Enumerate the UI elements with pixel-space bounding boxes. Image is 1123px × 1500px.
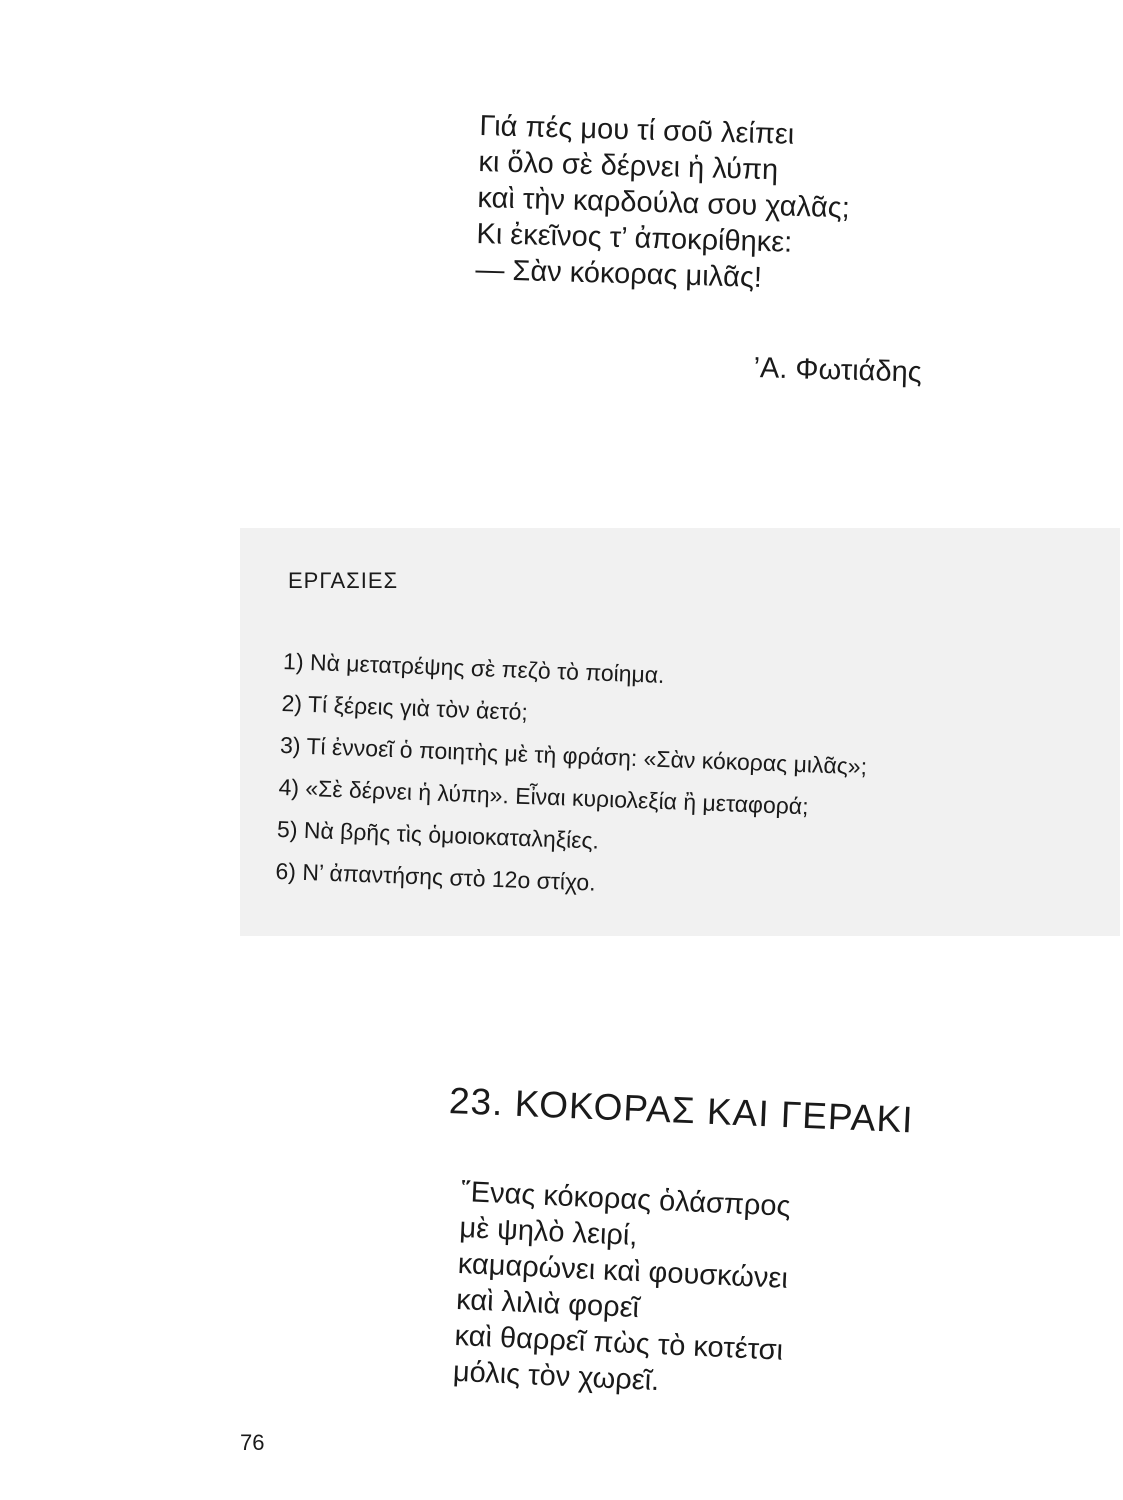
poem-line: ῞Ενας κόκορας ὁλάσπρος [460, 1175, 792, 1223]
poem-line: Γιά πές μου τί σοῦ λείπει [479, 109, 795, 151]
poem-line: Κι ἐκεῖνος τ’ ἀποκρίθηκε: [476, 217, 793, 259]
exercise-item: 2) Τί ξέρεις γιὰ τὸν ἀετό; [281, 689, 529, 725]
poem-line: καμαρώνει καὶ φουσκώνει [457, 1247, 789, 1295]
poem-line: κι ὅλο σὲ δέρνει ἡ λύπη [478, 145, 779, 187]
poem-author: ’Α. Φωτιάδης [753, 352, 923, 389]
poem-line: μὲ ψηλὸ λειρί, [458, 1211, 639, 1253]
exercise-item: 1) Νὰ μετατρέψης σὲ πεζὸ τὸ ποίημα. [282, 647, 665, 688]
exercise-item: 3) Τί ἐννοεῖ ὁ ποιητὴς μὲ τὴ φράση: «Σὰν κόκορας μιλᾶς»; [279, 731, 868, 780]
exercise-item: 4) «Σὲ δέρνει ἡ λύπη». Εἶναι κυριολεξία ἢ μεταφορά; [278, 773, 810, 820]
page-number: 76 [240, 1430, 265, 1455]
exercise-list [275, 640, 871, 913]
poem-line: μόλις τὸν χωρεῖ. [452, 1355, 660, 1398]
exercise-item: 5) Νὰ βρῆς τὶς ὁμοιοκαταληξίες. [276, 815, 600, 854]
poem-top [475, 108, 852, 298]
poem-bottom [452, 1174, 792, 1405]
poem-line: καὶ θαρρεῖ πὼς τὸ κοτέτσι [453, 1319, 784, 1367]
poem-line: καὶ λιλιὰ φορεῖ [455, 1283, 640, 1325]
poem-line: καὶ τὴν καρδούλα σου χαλᾶς; [477, 181, 851, 225]
poem-line: — Σὰν κόκορας μιλᾶς! [475, 253, 763, 294]
exercises-title: ΕΡΓΑΣΙΕΣ [288, 568, 399, 593]
section-title: 23. ΚΟΚΟΡΑΣ ΚΑΙ ΓΕΡΑΚΙ [448, 1080, 915, 1141]
exercise-item: 6) Ν’ ἀπαντήσης στὸ 12ο στίχο. [275, 857, 597, 896]
